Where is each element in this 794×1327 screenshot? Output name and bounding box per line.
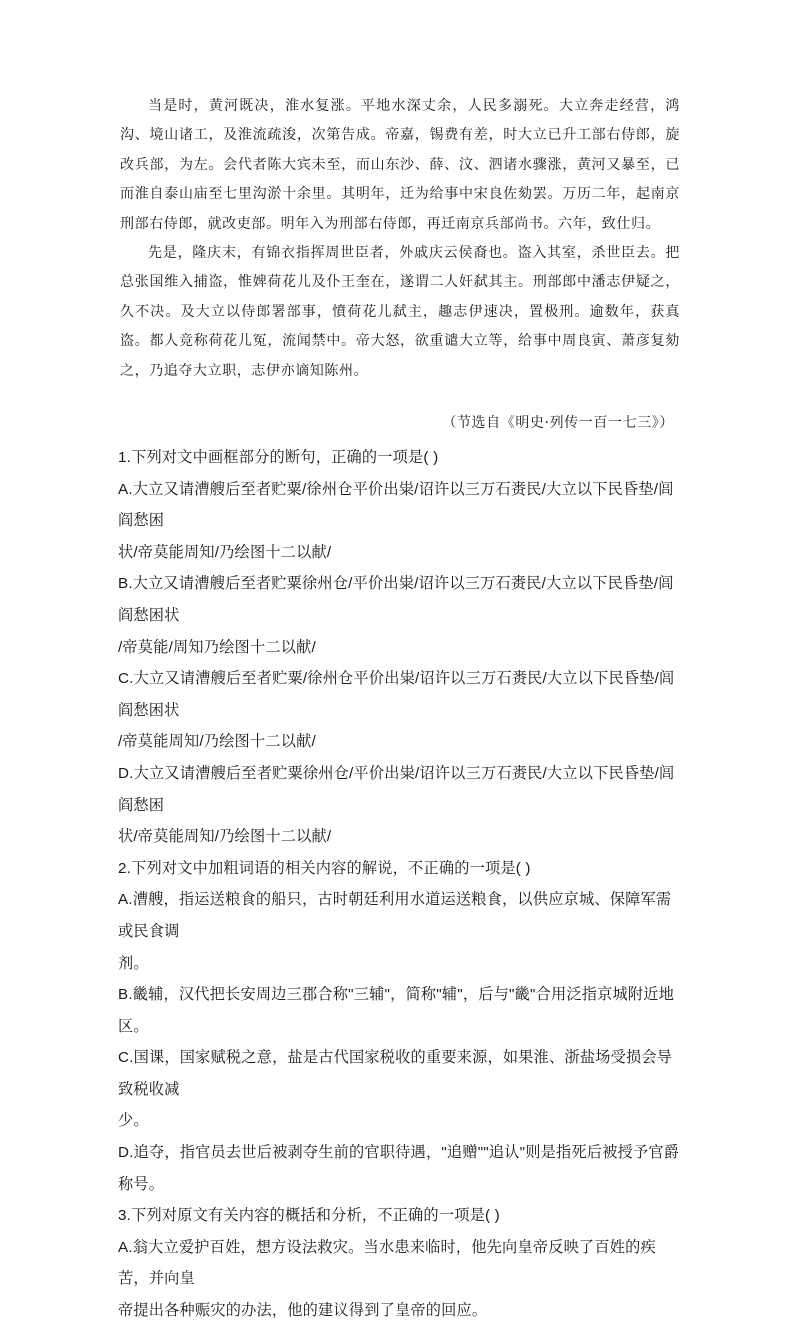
- question-2-option-d: D.追夺，指官员去世后被剥夺生前的官职待遇，"追赠""追认"则是指死后被授予官爵称号。: [118, 1144, 680, 1193]
- passage-paragraph-1: 当是时，黄河既决，淮水复涨。平地水深丈余，人民多溺死。大立奔走经营，鸿沟、境山诸工，及淮流疏浚，次第告成。帝嘉，锡费有差，时大立已升工部右侍郎，旋改兵部，为左。会代者陈大宾未至，而山东沙、薛、汶、泗诸水骤涨，黄河又暴至，已而淮自泰山庙至七里沟淤十余里。其明年，迁为给事中宋良佐劾罢。万历二年，起南京刑部右侍郎，就改吏部。明年入为刑部右侍郎，再迁南京兵部尚书。六年，致仕归。: [120, 98, 680, 232]
- question-3-option-a: A.翁大立爱护百姓，想方设法救灾。当水患来临时，他先向皇帝反映了百姓的疾苦，并向皇: [118, 1238, 656, 1288]
- question-2-option-c-cont: 少。: [118, 1112, 149, 1130]
- passage-paragraph-2: 先是，隆庆末，有锦衣指挥周世臣者，外戚庆云侯裔也。盗入其室，杀世臣去。把总张国维入捕盗，惟婢荷花儿及仆王奎在，遂谓二人奸弑其主。刑部郎中潘志伊疑之，久不决。及大立以侍郎署部事，憤荷花儿弑主，趣志伊速决，置极刑。逾数年，获真盗。都人竞称荷花儿冤，流闻禁中。帝大怒，欲重谴大立等，给事中周良寅、萧彦复劾之，乃追夺大立职，志伊亦谪知陈州。: [120, 245, 680, 379]
- question-1-option-d: D.大立又请漕艘后至者贮粟徐州仓/平价出粜/诏许以三万石赉民/大立以下民昏垫/闾阎愁困: [118, 764, 675, 814]
- question-2-option-c: C.国课，国家赋税之意，盐是古代国家税收的重要来源，如果淮、浙盐场受损会导致税收减: [118, 1049, 673, 1098]
- question-1-option-d-cont: 状/帝莫能周知/乃绘图十二以献/: [118, 828, 332, 846]
- question-1-option-a: A.大立又请漕艘后至者贮粟/徐州仓平价出粜/诏许以三万石赉民/大立以下民昏垫/闾阎愁困: [118, 480, 674, 530]
- question-section: [118, 442, 680, 1327]
- question-1-option-b-cont: /帝莫能/周知乃绘图十二以献/: [118, 638, 316, 656]
- question-2-option-b: B.畿辅，汉代把长安周边三郡合称"三辅"，简称"辅"，后与"畿"合用泛指京城附近地区。: [118, 986, 675, 1035]
- question-1-option-a-cont: 状/帝莫能周知/乃绘图十二以献/: [118, 543, 332, 561]
- question-3-stem: 3.下列对原文有关内容的概括和分析，不正确的一项是( ): [118, 1207, 500, 1225]
- question-1-option-c-cont: /帝莫能周知/乃绘图十二以献/: [118, 733, 316, 751]
- question-1-stem: 1.下列对文中画框部分的断句，正确的一项是( ): [118, 449, 439, 466]
- passage-source: （节选自《明史·列传一百一七三》）: [442, 415, 674, 431]
- question-2-stem: 2.下列对文中加粗词语的相关内容的解说，不正确的一项是( ): [118, 859, 531, 877]
- question-2-option-a: A.漕艘，指运送粮食的船只，古时朝廷利用水道运送粮食，以供应京城、保障军需或民食调: [118, 891, 672, 940]
- question-3-option-a-cont: 帝提出各种赈灾的办法，他的建议得到了皇帝的回应。: [118, 1302, 488, 1320]
- question-2-option-a-cont: 剂。: [118, 954, 149, 972]
- question-1-option-c: C.大立又请漕艘后至者贮粟/徐州仓平价出粜/诏许以三万石赉民/大立以下民昏垫/闾阎愁困状: [118, 670, 675, 719]
- classical-passage: [120, 92, 680, 386]
- question-1-option-b: B.大立又请漕艘后至者贮粟徐州仓/平价出粜/诏许以三万石赉民/大立以下民昏垫/闾阎愁困状: [118, 575, 674, 624]
